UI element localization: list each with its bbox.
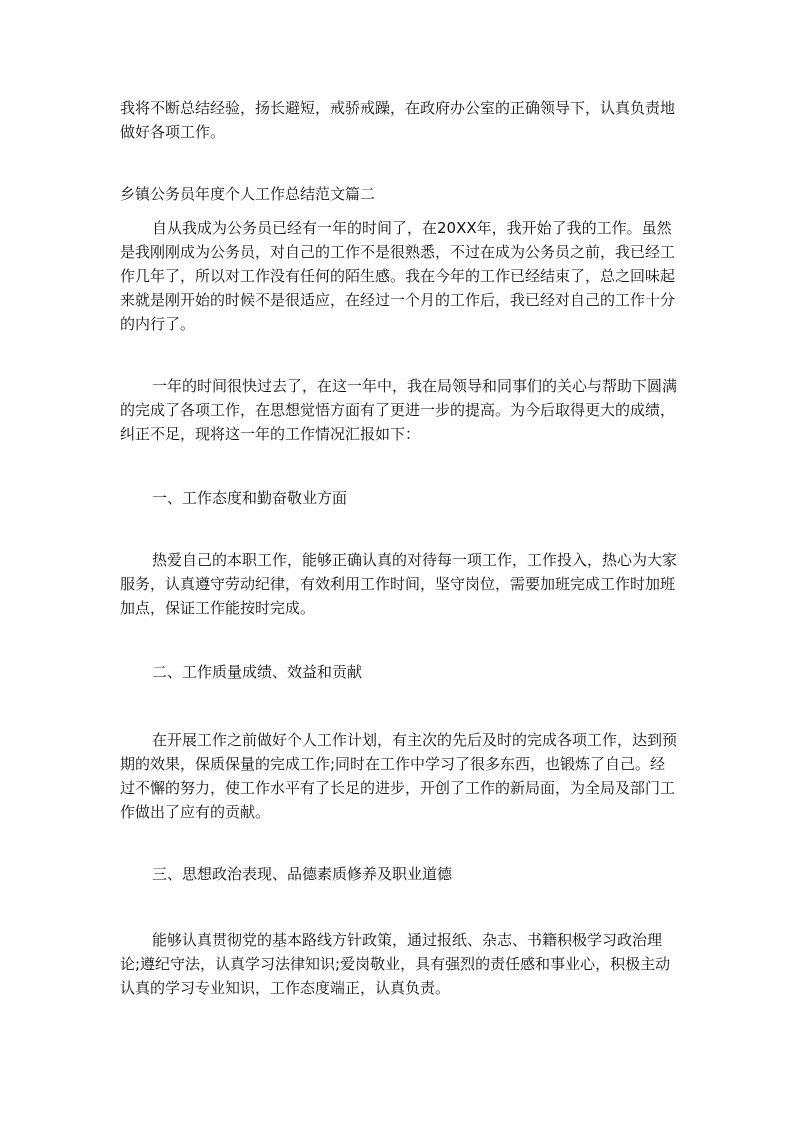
- heading-work-quality: 二、工作质量成绩、效益和贡献: [152, 663, 363, 681]
- heading-work-attitude: 一、工作态度和勤奋敬业方面: [152, 489, 348, 507]
- paragraph-political-ethics: 能够认真贯彻党的基本路线方针政策，通过报纸、杂志、书籍积极学习政治理论;遵纪守法，认真学习法律知识;爱岗敬业，具有强烈的责任感和事业心，积极主动认真的学习专业知识，工作态度端正，认真负责。: [120, 931, 671, 997]
- paragraph-work-attitude: 热爱自己的本职工作，能够正确认真的对待每一项工作，工作投入，热心为大家服务，认真遵守劳动纪律，有效利用工作时间，坚守岗位，需要加班完成工作时加班加点，保证工作能按时完成。: [120, 551, 678, 617]
- paragraph-closing-previous: 我将不断总结经验，扬长避短，戒骄戒躁，在政府办公室的正确领导下，认真负责地做好各项工作。: [120, 99, 676, 141]
- paragraph-overview: 一年的时间很快过去了，在这一年中，我在局领导和同事们的关心与帮助下圆满的完成了各项工作，在思想觉悟方面有了更进一步的提高。为今后取得更大的成绩，纠正不足，现将这一年的工作情况汇报如下：: [120, 377, 678, 443]
- section-title: 乡镇公务员年度个人工作总结范文篇二: [120, 185, 376, 203]
- heading-political-ethics: 三、思想政治表现、品德素质修养及职业道德: [152, 865, 453, 883]
- paragraph-intro: 自从我成为公务员已经有一年的时间了，在20XX年，我开始了我的工作。虽然是我刚刚成为公务员，对自己的工作不是很熟悉，不过在成为公务员之前，我已经工作几年了，所以对工作没有任何的陌生感。我在今年的工作已经结束了，总之回味起来就是刚开始的时候不是很适应，在经过一个月的工作后，我已经对自己的工作十分的内行了。: [120, 219, 676, 333]
- paragraph-work-quality: 在开展工作之前做好个人工作计划，有主次的先后及时的完成各项工作，达到预期的效果，保质保量的完成工作;同时在工作中学习了很多东西，也锻炼了自己。经过不懈的努力，使工作水平有了长足的进步，开创了工作的新局面，为全局及部门工作做出了应有的贡献。: [120, 731, 678, 821]
